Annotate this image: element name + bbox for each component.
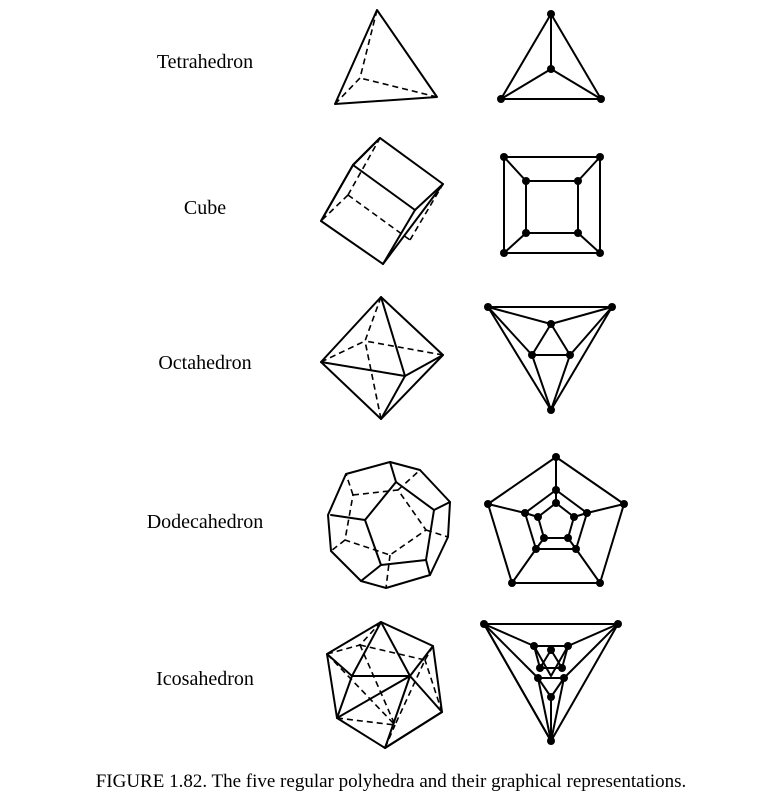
tetrahedron-solid [335,10,437,104]
label-icosahedron: Icosahedron [156,668,254,690]
label-dodecahedron: Dodecahedron [146,511,264,533]
cube-solid [321,138,443,264]
tetrahedron-graph [497,10,605,103]
label-tetrahedron: Tetrahedron [156,51,254,73]
label-cube: Cube [183,197,227,219]
cube-graph [500,153,604,257]
icosahedron-graph [480,620,622,745]
label-octahedron: Octahedron [158,352,252,374]
dodecahedron-graph [484,453,628,587]
dodecahedron-solid [328,462,450,588]
octahedron-solid [321,297,443,419]
octahedron-graph [484,303,616,414]
figure-caption: FIGURE 1.82. The five regular polyhedra and their graphical representations. [95,771,687,792]
icosahedron-solid [327,622,442,748]
